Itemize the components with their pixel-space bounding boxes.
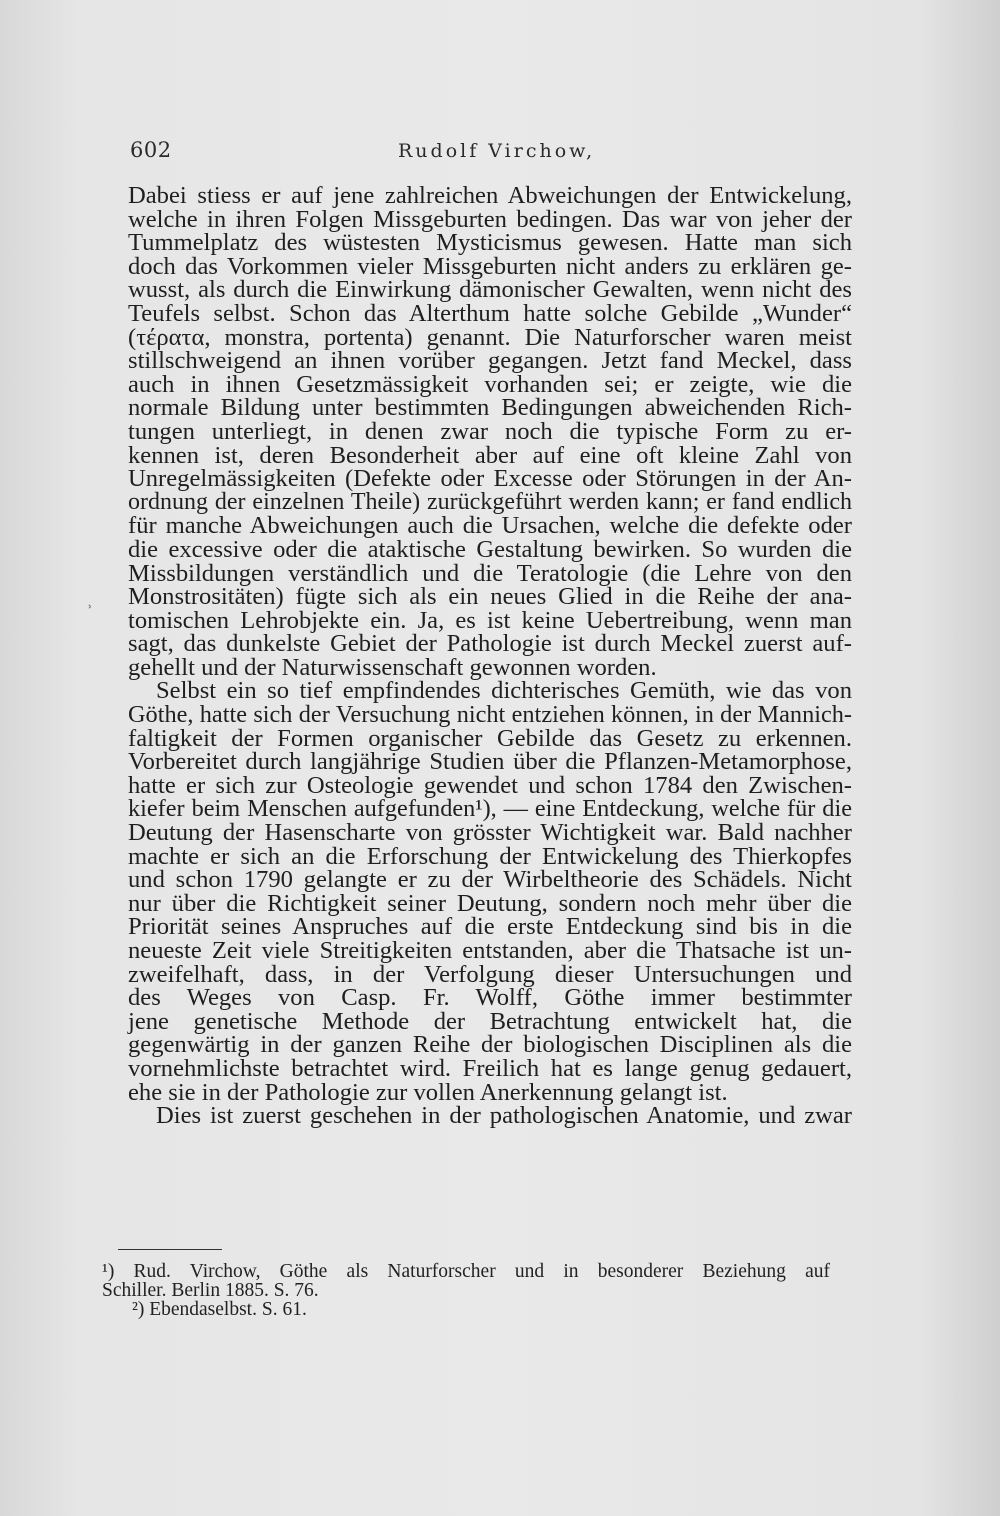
text-line: gegenwärtig in der ganzen Reihe der biologischen Disciplinen als die xyxy=(128,1031,852,1059)
text-line: welche in ihren Folgen Missgeburten bedingen. Das war von jeher der xyxy=(128,205,852,233)
text-line: und schon 1790 gelangte er zu der Wirbeltheorie des Schädels. Nicht xyxy=(128,866,852,894)
body-text xyxy=(128,184,852,1128)
text-line: Monstrositäten) fügte sich als ein neues Glied in die Reihe der ana- xyxy=(128,583,852,611)
text-line: auch in ihnen Gesetzmässigkeit vorhanden sei; er zeigte, wie die xyxy=(128,370,852,398)
text-line: nur über die Richtigkeit seiner Deutung, sondern noch mehr über die xyxy=(128,889,852,917)
footnote-line: ¹) Rud. Virchow, Göthe als Naturforscher und in besonderer Beziehung auf xyxy=(102,1261,830,1282)
text-line: machte er sich an die Erforschung der Entwickelung des Thierkopfes xyxy=(128,842,852,870)
text-line: kennen ist, deren Besonderheit aber auf eine oft kleine Zahl von xyxy=(128,441,852,469)
text-line: (τέρατα, monstra, portenta) genannt. Die Naturforscher waren meist xyxy=(128,323,852,351)
footnote-rule xyxy=(118,1249,222,1250)
text-line: normale Bildung unter bestimmten Bedingungen abweichenden Rich- xyxy=(128,394,852,422)
text-line: doch das Vorkommen vieler Missgeburten nicht anders zu erklären ge- xyxy=(128,252,852,280)
text-line: Vorbereitet durch langjährige Studien über die Pflanzen-Metamorphose, xyxy=(128,748,852,776)
text-line: faltigkeit der Formen organischer Gebilde das Gesetz zu erkennen. xyxy=(128,724,852,752)
text-line: ehe sie in der Pathologie zur vollen Anerkennung gelangt ist. xyxy=(128,1078,728,1106)
text-line: Unregelmässigkeiten (Defekte oder Excesse oder Störungen in der An- xyxy=(128,465,852,493)
text-line: ordnung der einzelnen Theile) zurückgeführt werden kann; er fand endlich xyxy=(128,488,852,515)
footnote-line: ²) Ebendaselbst. S. 61. xyxy=(132,1299,307,1320)
text-line: Priorität seines Anspruches auf die erste Entdeckung sind bis in die xyxy=(128,913,852,941)
text-line: stillschweigend an ihnen vorüber gegangen. Jetzt fand Meckel, dass xyxy=(128,347,852,375)
text-line: Teufels selbst. Schon das Alterthum hatte solche Gebilde „Wunder“ xyxy=(128,299,852,327)
text-line: vornehmlichste betrachtet wird. Freilich hat es lange genug gedauert, xyxy=(128,1054,852,1082)
text-line: Selbst ein so tief empfindendes dichterisches Gemüth, wie das von xyxy=(156,677,852,705)
footnotes xyxy=(102,1262,830,1319)
text-line: jene genetische Methode der Betrachtung entwickelt hat, die xyxy=(128,1007,852,1035)
text-line: für manche Abweichungen auch die Ursachen, welche die defekte oder xyxy=(128,512,852,540)
margin-mark: ˒ xyxy=(88,600,93,616)
text-line: gehellt und der Naturwissenschaft gewonnen worden. xyxy=(128,653,657,681)
page-header xyxy=(130,138,850,168)
text-line: hatte er sich zur Osteologie gewendet und schon 1784 den Zwischen- xyxy=(128,771,852,799)
text-line: zweifelhaft, dass, in der Verfolgung dieser Untersuchungen und xyxy=(128,960,852,988)
text-line: die excessive oder die ataktische Gestaltung bewirken. So wurden die xyxy=(128,535,852,563)
page-number: 602 xyxy=(130,138,172,162)
text-line: Dies ist zuerst geschehen in der pathologischen Anatomie, und zwar xyxy=(156,1102,852,1130)
text-line: kiefer beim Menschen aufgefunden¹), — eine Entdeckung, welche für die xyxy=(128,795,852,823)
text-line: tungen unterliegt, in denen zwar noch die typische Form zu er- xyxy=(128,417,852,445)
text-line: Dabei stiess er auf jene zahlreichen Abweichungen der Entwickelung, xyxy=(128,182,852,209)
text-line: neueste Zeit viele Streitigkeiten entstanden, aber die Thatsache ist un- xyxy=(128,937,852,964)
text-line: wusst, als durch die Einwirkung dämonischer Gewalten, wenn nicht des xyxy=(128,276,852,304)
text-line: des Weges von Casp. Fr. Wolff, Göthe immer bestimmter xyxy=(128,984,852,1012)
text-line: tomischen Lehrobjekte ein. Ja, es ist keine Uebertreibung, wenn man xyxy=(128,606,852,634)
text-line: Tummelplatz des wüstesten Mysticismus gewesen. Hatte man sich xyxy=(128,229,852,257)
footnote-line: Schiller. Berlin 1885. S. 76. xyxy=(102,1280,319,1301)
text-line: Göthe, hatte sich der Versuchung nicht entziehen können, in der Mannich- xyxy=(128,701,852,729)
text-line: sagt, das dunkelste Gebiet der Pathologie ist durch Meckel zuerst auf- xyxy=(128,630,852,658)
text-line: Missbildungen verständlich und die Teratologie (die Lehre von den xyxy=(128,559,852,587)
text-line: Deutung der Hasenscharte von grösster Wichtigkeit war. Bald nachher xyxy=(128,819,852,847)
running-head: Rudolf Virchow, xyxy=(398,140,596,162)
